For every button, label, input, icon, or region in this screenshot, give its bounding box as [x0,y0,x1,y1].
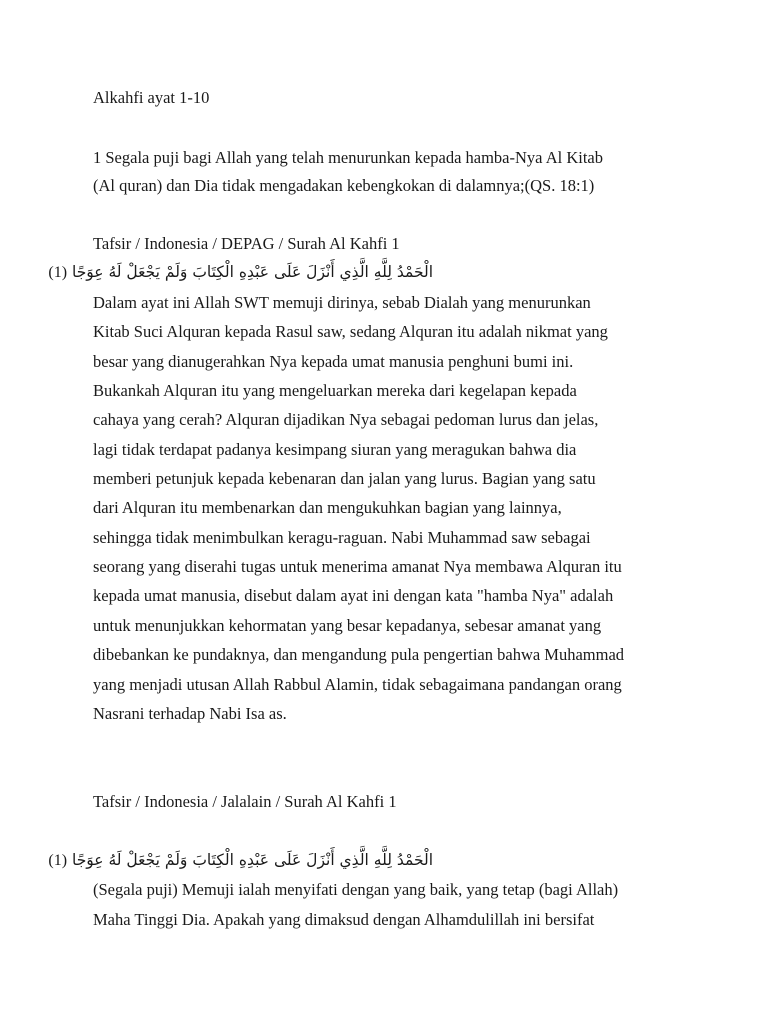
tafsir-depag-line-2: Kitab Suci Alquran kepada Rasul saw, sedang Alquran itu adalah nikmat yang [93,322,608,341]
tafsir-depag-line-15: Nasrani terhadap Nabi Isa as. [93,704,287,723]
arabic-verse-number: (1) [48,264,68,281]
tafsir-depag-line-14: yang menjadi utusan Allah Rabbul Alamin, tidak sebagaimana pandangan orang [93,675,622,694]
arabic-verse-text: الْحَمْدُ لِلَّهِ الَّذِي أَنْزَلَ عَلَى عَبْدِهِ الْكِتَابَ وَلَمْ يَجْعَلْ لَهُ عِوَجًا [71,263,433,281]
tafsir-depag-arabic [48,262,433,283]
tafsir-depag-line-8: dari Alquran itu membenarkan dan mengukuhkan bagian yang lainnya, [93,498,562,517]
tafsir-depag-line-10: seorang yang diserahi tugas untuk menerima amanat Nya membawa Alquran itu [93,557,622,576]
tafsir-depag-line-12: untuk menunjukkan kehormatan yang besar kepadanya, sebesar amanat yang [93,616,602,635]
tafsir-jalalain-heading: Tafsir / Indonesia / Jalalain / Surah Al Kahfi 1 [93,792,397,811]
tafsir-depag-line-4: Bukankah Alquran itu yang mengeluarkan mereka dari kegelapan kepada [93,381,577,400]
tafsir-depag-line-1: Dalam ayat ini Allah SWT memuji dirinya, sebab Dialah yang menurunkan [93,293,591,312]
tafsir-depag-line-3: besar yang dianugerahkan Nya kepada umat manusia penghuni bumi ini. [93,352,574,371]
document-title: Alkahfi ayat 1-10 [93,88,210,107]
tafsir-depag-line-9: sehingga tidak menimbulkan keragu-raguan. Nabi Muhammad saw sebagai [93,528,591,547]
tafsir-jalalain-arabic [48,850,433,871]
tafsir-depag-line-5: cahaya yang cerah? Alquran dijadikan Nya sebagai pedoman lurus dan jelas, [93,410,599,429]
arabic-verse-number: (1) [48,852,68,869]
tafsir-depag-heading: Tafsir / Indonesia / DEPAG / Surah Al Kahfi 1 [93,234,400,253]
verse-1-line-1: 1 Segala puji bagi Allah yang telah menurunkan kepada hamba-Nya Al Kitab [93,148,603,167]
tafsir-depag-line-11: kepada umat manusia, disebut dalam ayat ini dengan kata "hamba Nya" adalah [93,586,614,605]
tafsir-jalalain-line-1: (Segala puji) Memuji ialah menyifati dengan yang baik, yang tetap (bagi Allah) [93,880,619,899]
tafsir-depag-line-7: memberi petunjuk kepada kebenaran dan jalan yang lurus. Bagian yang satu [93,469,596,488]
tafsir-depag-line-13: dibebankan ke pundaknya, dan mengandung pula pengertian bahwa Muhammad [93,645,625,664]
arabic-verse-text: الْحَمْدُ لِلَّهِ الَّذِي أَنْزَلَ عَلَى عَبْدِهِ الْكِتَابَ وَلَمْ يَجْعَلْ لَهُ عِوَجًا [71,851,433,869]
tafsir-jalalain-line-2: Maha Tinggi Dia. Apakah yang dimaksud dengan Alhamdulillah ini bersifat [93,910,595,929]
verse-1-line-2: (Al quran) dan Dia tidak mengadakan kebengkokan di dalamnya;(QS. 18:1) [93,176,595,195]
tafsir-depag-line-6: lagi tidak terdapat padanya kesimpang siuran yang meragukan bahwa dia [93,440,577,459]
